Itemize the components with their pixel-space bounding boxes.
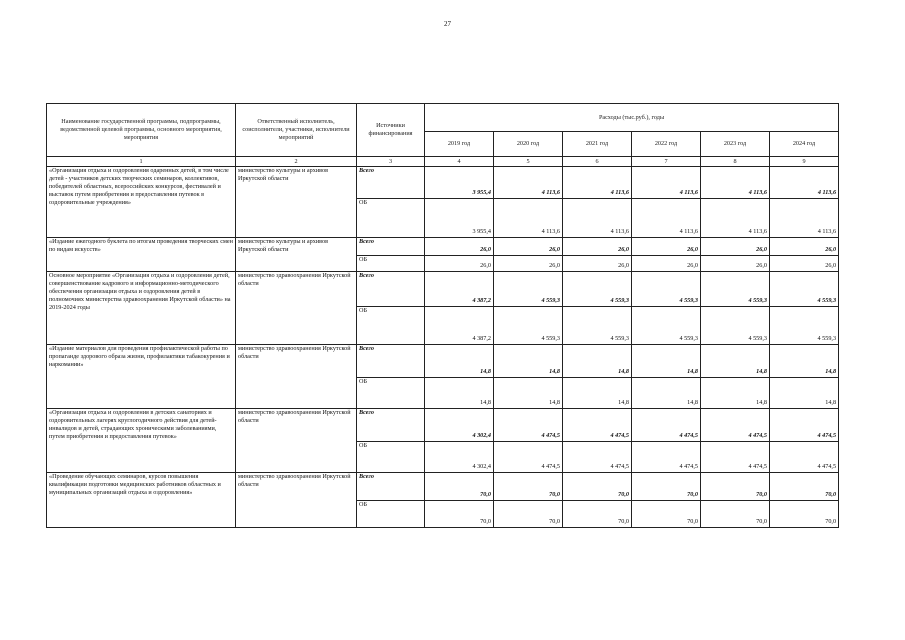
ob-value: 14,8 — [494, 378, 563, 409]
ob-value: 14,8 — [770, 378, 839, 409]
ob-value: 26,0 — [563, 256, 632, 272]
ob-value: 70,0 — [563, 501, 632, 528]
header-expenses: Расходы (тыс.руб.), годы — [425, 104, 839, 132]
ob-value: 4 113,6 — [632, 199, 701, 238]
ob-value: 26,0 — [425, 256, 494, 272]
ob-value: 4 113,6 — [563, 199, 632, 238]
table-row — [47, 473, 839, 501]
total-value: 4 474,5 — [770, 409, 839, 442]
total-value: 3 955,4 — [425, 167, 494, 199]
table-row — [47, 409, 839, 442]
activity-name: Основное мероприятие «Организация отдыха и оздоровления детей, совершенствование кадрового и информационно-методического обеспечения организации отдыха и оздоровления детей в полномочиях министерства здравоохранения Иркутской области» на 2019-2024 годы — [47, 272, 236, 345]
total-value: 26,0 — [770, 238, 839, 256]
source-ob-label: ОБ — [357, 501, 425, 528]
ob-value: 14,8 — [632, 378, 701, 409]
total-value: 4 559,3 — [701, 272, 770, 307]
table-row — [47, 272, 839, 307]
executor: министерство культуры и архивов Иркутской области — [236, 167, 357, 238]
column-number: 2 — [236, 157, 357, 167]
table-row — [47, 167, 839, 199]
executor: министерство здравоохранения Иркутской области — [236, 473, 357, 528]
source-total-label: Всего — [357, 272, 425, 307]
ob-value: 4 474,5 — [701, 442, 770, 473]
source-ob-label: ОБ — [357, 307, 425, 345]
total-value: 70,0 — [632, 473, 701, 501]
source-total-label: Всего — [357, 167, 425, 199]
activity-name: «Проведение обучающих семинаров, курсов повышения квалификации подготовки медицинских работников областных и муниципальных организаций отдыха и оздоровления» — [47, 473, 236, 528]
header-executor-column: Ответственный исполнитель, соисполнители, участники, исполнители мероприятий — [236, 104, 357, 157]
header-year: 2022 год — [632, 132, 701, 157]
ob-value: 4 387,2 — [425, 307, 494, 345]
source-total-label: Всего — [357, 409, 425, 442]
total-value: 4 474,5 — [701, 409, 770, 442]
executor: министерство здравоохранения Иркутской области — [236, 345, 357, 409]
column-number: 3 — [357, 157, 425, 167]
column-number: 6 — [563, 157, 632, 167]
total-value: 4 302,4 — [425, 409, 494, 442]
total-value: 26,0 — [701, 238, 770, 256]
header-year: 2020 год — [494, 132, 563, 157]
ob-value: 26,0 — [494, 256, 563, 272]
total-value: 14,8 — [425, 345, 494, 378]
header-name-column: Наименование государственной программы, подпрограммы, ведомственной целевой программы, основного мероприятия, мероприятия — [47, 104, 236, 157]
source-total-label: Всего — [357, 238, 425, 256]
total-value: 26,0 — [632, 238, 701, 256]
total-value: 14,8 — [770, 345, 839, 378]
total-value: 26,0 — [425, 238, 494, 256]
total-value: 4 113,6 — [632, 167, 701, 199]
source-ob-label: ОБ — [357, 442, 425, 473]
ob-value: 4 474,5 — [770, 442, 839, 473]
total-value: 14,8 — [701, 345, 770, 378]
ob-value: 4 559,3 — [632, 307, 701, 345]
column-number: 1 — [47, 157, 236, 167]
executor: министерство культуры и архивов Иркутской области — [236, 238, 357, 272]
ob-value: 4 302,4 — [425, 442, 494, 473]
activity-name: «Издание ежегодного буклета по итогам проведения творческих смен по видам искусств» — [47, 238, 236, 272]
activity-name: «Организация отдыха и оздоровления одаренных детей, в том числе детей - участников детских творческих семинаров, коллективов, победителей областных, всероссийских конкурсов, фестивалей и выставок путем приобретения и предоставления путевок в оздоровительные учреждения» — [47, 167, 236, 238]
total-value: 4 113,6 — [563, 167, 632, 199]
column-number: 5 — [494, 157, 563, 167]
executor: министерство здравоохранения Иркутской области — [236, 409, 357, 473]
total-value: 14,8 — [632, 345, 701, 378]
total-value: 14,8 — [563, 345, 632, 378]
ob-value: 4 559,3 — [701, 307, 770, 345]
source-ob-label: ОБ — [357, 199, 425, 238]
total-value: 70,0 — [770, 473, 839, 501]
ob-value: 70,0 — [770, 501, 839, 528]
column-number: 4 — [425, 157, 494, 167]
total-value: 4 387,2 — [425, 272, 494, 307]
header-year: 2023 год — [701, 132, 770, 157]
activity-name: «Организация отдыха и оздоровления в детских санаториях и оздоровительных лагерях круглогодичного действия для детей-инвалидов и детей, страдающих хроническими заболеваниями, путем приобретения и предоставления путевок» — [47, 409, 236, 473]
ob-value: 14,8 — [425, 378, 494, 409]
ob-value: 70,0 — [494, 501, 563, 528]
source-ob-label: ОБ — [357, 378, 425, 409]
total-value: 70,0 — [494, 473, 563, 501]
page-number: 27 — [444, 20, 451, 28]
total-value: 4 559,3 — [563, 272, 632, 307]
total-value: 70,0 — [425, 473, 494, 501]
total-value: 70,0 — [563, 473, 632, 501]
total-value: 14,8 — [494, 345, 563, 378]
ob-value: 4 474,5 — [563, 442, 632, 473]
total-value: 4 474,5 — [563, 409, 632, 442]
total-value: 4 559,3 — [770, 272, 839, 307]
ob-value: 4 474,5 — [632, 442, 701, 473]
ob-value: 4 559,3 — [563, 307, 632, 345]
table-row — [47, 345, 839, 378]
ob-value: 4 113,6 — [701, 199, 770, 238]
table-row — [47, 238, 839, 256]
activity-name: «Издание материалов для проведения профилактической работы по пропаганде здорового образа жизни, профилактики табакокурения и наркомании» — [47, 345, 236, 409]
header-year: 2019 год — [425, 132, 494, 157]
ob-value: 14,8 — [701, 378, 770, 409]
column-number: 8 — [701, 157, 770, 167]
ob-value: 4 559,3 — [770, 307, 839, 345]
total-value: 4 559,3 — [632, 272, 701, 307]
total-value: 4 474,5 — [494, 409, 563, 442]
source-ob-label: ОБ — [357, 256, 425, 272]
executor: министерство здравоохранения Иркутской области — [236, 272, 357, 345]
total-value: 70,0 — [701, 473, 770, 501]
ob-value: 26,0 — [770, 256, 839, 272]
ob-value: 70,0 — [632, 501, 701, 528]
total-value: 4 113,6 — [770, 167, 839, 199]
ob-value: 4 559,3 — [494, 307, 563, 345]
total-value: 26,0 — [563, 238, 632, 256]
ob-value: 4 113,6 — [494, 199, 563, 238]
ob-value: 4 474,5 — [494, 442, 563, 473]
total-value: 4 559,3 — [494, 272, 563, 307]
header-source-column: Источники финансирования — [357, 104, 425, 157]
source-total-label: Всего — [357, 473, 425, 501]
column-number: 7 — [632, 157, 701, 167]
ob-value: 70,0 — [425, 501, 494, 528]
total-value: 26,0 — [494, 238, 563, 256]
total-value: 4 113,6 — [701, 167, 770, 199]
ob-value: 70,0 — [701, 501, 770, 528]
source-total-label: Всего — [357, 345, 425, 378]
ob-value: 4 113,6 — [770, 199, 839, 238]
expenses-table — [46, 103, 839, 528]
ob-value: 26,0 — [632, 256, 701, 272]
header-year: 2024 год — [770, 132, 839, 157]
total-value: 4 474,5 — [632, 409, 701, 442]
total-value: 4 113,6 — [494, 167, 563, 199]
ob-value: 26,0 — [701, 256, 770, 272]
ob-value: 14,8 — [563, 378, 632, 409]
column-number: 9 — [770, 157, 839, 167]
ob-value: 3 955,4 — [425, 199, 494, 238]
header-year: 2021 год — [563, 132, 632, 157]
